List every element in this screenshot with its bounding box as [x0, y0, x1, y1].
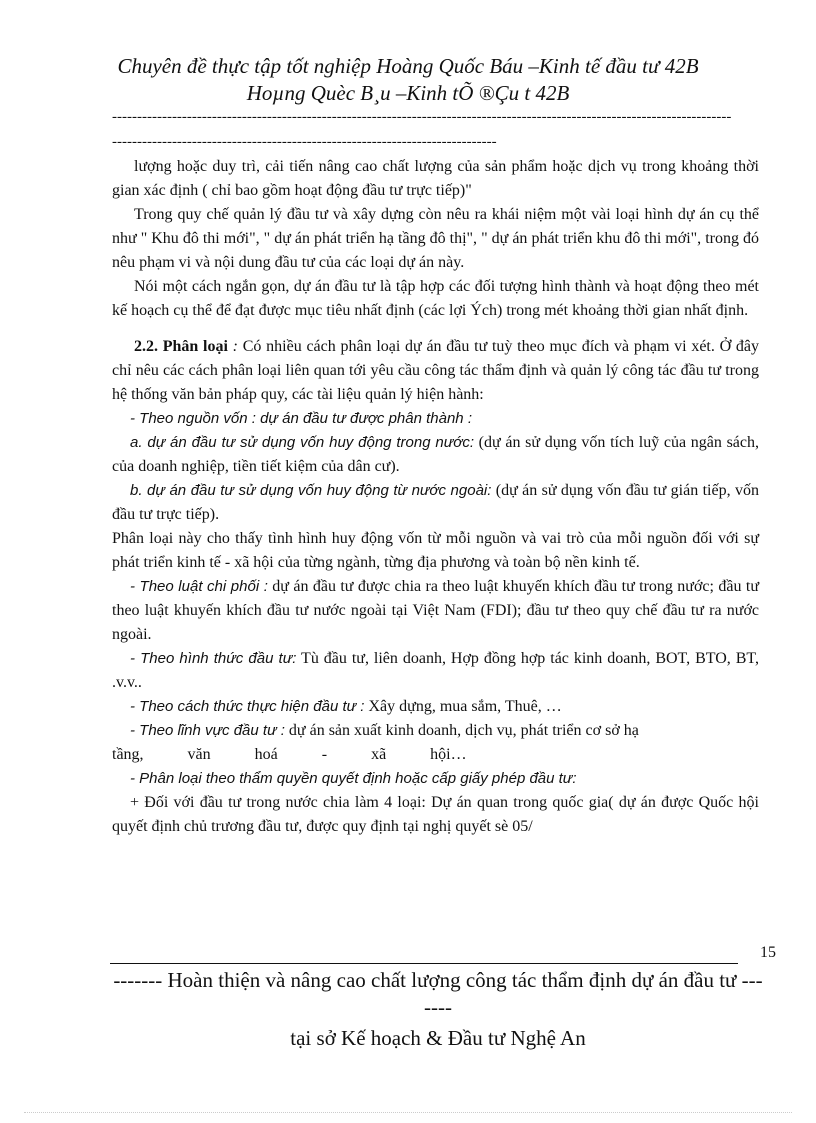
section-paragraph: [112, 335, 759, 407]
list-item-text: (dự án sử dụng vốn tích luỹ của ngân sách, của doanh nghiệp, tiền tiết kiệm của dân cư).: [112, 434, 760, 475]
paragraph-text: Có nhiều cách phân loại dự án đầu tư tuỳ theo mục đích và phạm vi xét. Ở đây chỉ nêu các cách phân loại liên quan tới yêu cầu công tác thẩm định và quản lý công tác đầu tư trong hệ thống văn bản pháp quy, các tài liệu quản lý hiện hành:: [112, 338, 760, 403]
list-item-label: - Theo cách thức thực hiện đầu tư :: [130, 698, 365, 715]
footer-subtitle: tại sở Kế hoạch & Đầu tư Nghệ An: [290, 1026, 586, 1050]
list-item-text: (dự án sử dụng vốn đầu tư gián tiếp, vốn đầu tư trực tiếp).: [112, 482, 759, 523]
list-item: [112, 479, 759, 527]
list-item: [112, 431, 759, 479]
page-number: 15: [760, 944, 776, 961]
paragraph: lượng hoặc duy trì, cải tiến nâng cao chất lượng của sản phẩm hoặc dịch vụ trong khoảng thời gian xác định ( chỉ bao gồm hoạt động đầu tư trực tiếp)": [112, 158, 759, 199]
list-item-text: dự án sản xuất kinh doanh, dịch vụ, phát triển cơ sở hạ: [284, 722, 639, 739]
list-item-text: Xây dựng, mua sắm, Thuê, …: [364, 698, 562, 715]
heading-colon: :: [227, 338, 239, 355]
list-item: [112, 407, 759, 431]
list-item-label: - Theo nguồn vốn : dự án đầu tư được phân thành :: [130, 410, 472, 427]
list-item-label: - Phân loại theo thẩm quyền quyết định hoặc cấp giấy phép đầu tư:: [130, 770, 577, 787]
paragraph: Phân loại này cho thấy tình hình huy động vốn từ mỗi nguồn và vai trò của mỗi nguồn đối với sự phát triển kinh tế - xã hội của từng ngành, từng địa phương và toàn bộ nền kinh tế.: [112, 530, 759, 571]
section-heading: 2.2. Phân loại: [134, 338, 228, 355]
list-item: [112, 695, 759, 719]
list-item-label: - Theo luật chi phối :: [130, 578, 268, 595]
list-item: [112, 647, 759, 695]
header-title-legacy-encoding: Hoµng Quèc B¸u –Kinh tÕ ®Çu t 42B: [246, 81, 570, 105]
header-title: Chuyên đề thực tập tốt nghiệp Hoàng Quốc Báu –Kinh tế đầu tư 42B: [117, 54, 699, 78]
list-item-label: b. dự án đầu tư sử dụng vốn huy động từ nước ngoài:: [130, 482, 492, 499]
paragraph: Nói một cách ngắn gọn, dự án đầu tư là tập hợp các đối tượng hình thành và hoạt động theo mét kế hoạch cụ thể để đạt được mục tiêu nhất định (các lợi Ých) trong mét khoảng thời gian nhất định.: [112, 278, 759, 319]
list-item-label: - Theo lĩnh vực đầu tư :: [130, 722, 285, 739]
list-item: + Đối với đầu tư trong nước chia làm 4 loại: Dự án quan trong quốc gia( dự án được Quốc hội quyết định chủ trương đầu tư, được quy định tại nghị quyết sè 05/: [112, 794, 759, 835]
body-text: [112, 155, 759, 839]
list-item-text: dự án đầu tư được chia ra theo luật khuyến khích đầu tư trong nước; đầu tư theo luật khuyến khích đầu tư nước ngoài tại Việt Nam (FDI); đầu tư theo quy chế đầu tư ra nước ngoài.: [112, 578, 759, 643]
list-item-label: a. dự án đầu tư sử dụng vốn huy động trong nước:: [130, 434, 474, 451]
footer-title: ------- Hoàn thiện và nâng cao chất lượng công tác thẩm định dự án đầu tư -------: [113, 968, 763, 1019]
paragraph: Trong quy chế quản lý đầu tư và xây dựng còn nêu ra khái niệm một vài loại hình dự án cụ thể như " Khu đô thi mới", " dự án phát triển hạ tầng đô thị", " dự án phát triển khu đô thi mới", trong đó nêu phạm vi và nội dung đầu tư của các loại dự án này.: [112, 206, 759, 271]
list-item: [112, 767, 759, 791]
list-item: [112, 719, 759, 743]
page-edge-dots: [24, 1112, 792, 1113]
list-item: [112, 575, 759, 647]
footer-rule: [110, 963, 738, 964]
list-item-text: Tù đầu tư, liên doanh, Hợp đồng hợp tác kinh doanh, BOT, BTO, BT, .v.v..: [112, 650, 760, 691]
list-item-continuation: tầng, văn hoá - xã hội…: [112, 746, 467, 763]
list-item-label: - Theo hình thức đầu tư:: [130, 650, 297, 667]
header-separator-short: -----------------------------------------------------------------------------: [112, 134, 497, 150]
header-separator: ----------------------------------------------------------------------------------------------------------------------------: [112, 109, 732, 125]
